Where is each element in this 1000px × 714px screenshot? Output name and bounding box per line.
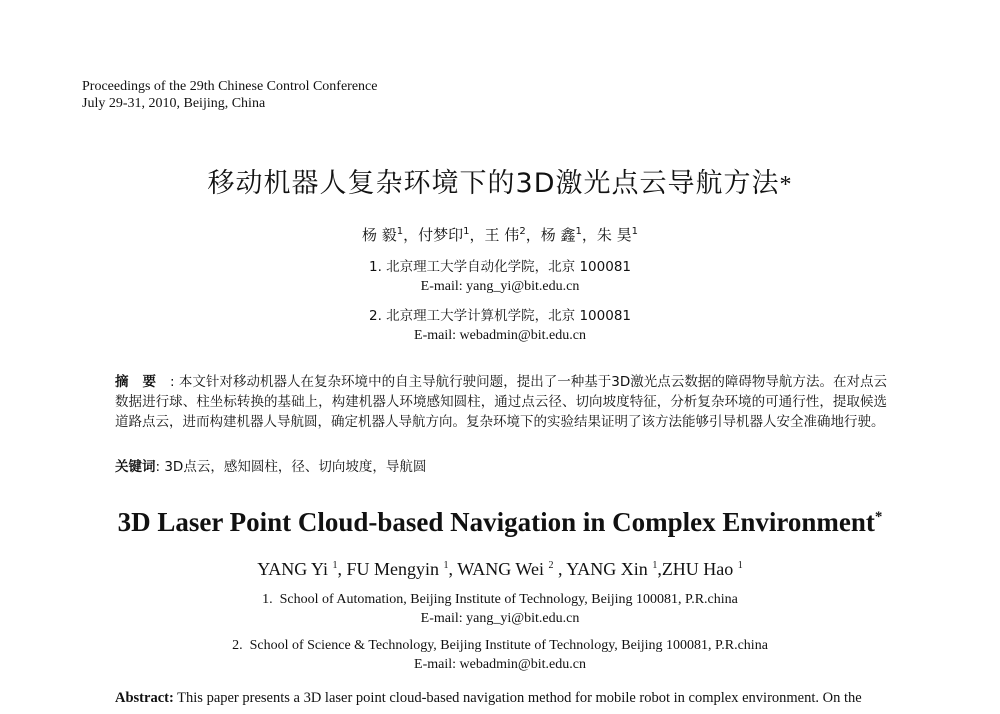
author-3-en bbox=[457, 559, 566, 579]
chinese-abstract-text: 本文针对移动机器人在复杂环境中的自主导航行驶问题，提出了一种基于3D激光点云数据的障碍物导航方法。在对点云数据进行球、柱坐标转换的基础上，构建机器人环境感知圆柱，通过点云径、切向坡度特征，分析复杂环境的可通行性，提取候选道路点云，进而构建机器人导航圆，确定机器人导航方向。复杂环境下的实验结果证明了该方法能够引导机器人安全准确地行驶。 bbox=[115, 374, 887, 430]
english-author-list bbox=[0, 557, 1000, 581]
author-separator: , bbox=[337, 559, 347, 579]
author-affiliation-number: 1 bbox=[443, 560, 449, 571]
proceedings-date-location: July 29-31, 2010, Beijing, China bbox=[82, 96, 266, 111]
author-name: 付梦印 bbox=[418, 226, 464, 244]
author-name: 王 伟 bbox=[484, 226, 520, 244]
author-4-en bbox=[566, 559, 662, 579]
chinese-affiliation-2 bbox=[0, 307, 1000, 345]
author-affiliation-number: 2 bbox=[519, 226, 526, 237]
affiliation-text: 2. School of Science & Technology, Beijing Institute of Technology, Beijing 100081, P.R.china bbox=[232, 638, 768, 653]
author-affiliation-number: 1 bbox=[631, 226, 639, 237]
chinese-keywords-text: : 3D点云，感知圆柱，径、切向坡度，导航圆 bbox=[155, 459, 427, 475]
author-affiliation-number: 1 bbox=[575, 226, 582, 237]
english-title-footnote-mark: * bbox=[874, 509, 883, 525]
author-separator: , bbox=[553, 559, 567, 579]
chinese-author-list bbox=[0, 225, 1000, 245]
author-affiliation-number: 1 bbox=[652, 560, 658, 571]
english-abstract-label: Abstract: bbox=[115, 690, 174, 706]
author-5-en bbox=[662, 559, 743, 579]
english-abstract-text: This paper presents a 3D laser point cloud-based navigation method for mobile robot in complex environment. On the bbox=[173, 690, 862, 706]
author-name: WANG Wei bbox=[457, 559, 549, 579]
author-3-cn bbox=[485, 226, 541, 244]
author-separator: ， bbox=[581, 226, 597, 244]
author-affiliation-number: 1 bbox=[396, 226, 404, 237]
author-name: YANG Xin bbox=[566, 559, 653, 579]
author-5-cn bbox=[597, 226, 638, 244]
author-4-cn bbox=[541, 226, 597, 244]
author-separator: , bbox=[657, 559, 662, 579]
chinese-abstract-colon: : bbox=[170, 374, 175, 390]
author-1-en bbox=[257, 559, 346, 579]
author-affiliation-number: 2 bbox=[548, 560, 554, 571]
author-name: ZHU Hao bbox=[661, 559, 738, 579]
author-name: FU Mengyin bbox=[346, 559, 444, 579]
proceedings-name: Proceedings of the 29th Chinese Control Conference bbox=[82, 79, 378, 94]
english-affiliation-2 bbox=[0, 636, 1000, 674]
author-name: YANG Yi bbox=[257, 559, 333, 579]
chinese-title-text: 移动机器人复杂环境下的3D激光点云导航方法 bbox=[207, 168, 780, 199]
author-name: 杨 毅 bbox=[361, 226, 397, 244]
chinese-keywords bbox=[115, 457, 426, 477]
author-separator: ， bbox=[469, 226, 485, 244]
author-separator: ， bbox=[525, 226, 541, 244]
chinese-abstract bbox=[115, 372, 887, 432]
affiliation-text: 2. 北京理工大学计算机学院，北京 100081 bbox=[369, 308, 631, 324]
english-title-text: 3D Laser Point Cloud-based Navigation in Complex Environment bbox=[117, 507, 875, 537]
english-abstract bbox=[115, 689, 887, 707]
author-affiliation-number: 1 bbox=[332, 560, 338, 571]
chinese-abstract-label: 摘要 bbox=[115, 374, 171, 390]
author-1-cn bbox=[362, 226, 418, 244]
english-title bbox=[0, 504, 1000, 540]
affiliation-email: E-mail: webadmin@bit.edu.cn bbox=[414, 657, 586, 672]
author-2-cn bbox=[418, 226, 484, 244]
affiliation-email: E-mail: yang_yi@bit.edu.cn bbox=[420, 279, 580, 294]
chinese-title-footnote-mark: * bbox=[779, 172, 793, 198]
author-name: 朱 昊 bbox=[596, 226, 632, 244]
affiliation-email: E-mail: webadmin@bit.edu.cn bbox=[414, 328, 586, 343]
english-affiliation-1 bbox=[0, 590, 1000, 628]
chinese-keywords-label: 关键词 bbox=[115, 459, 156, 475]
author-affiliation-number: 1 bbox=[463, 226, 470, 237]
author-2-en bbox=[347, 559, 458, 579]
author-affiliation-number: 1 bbox=[737, 560, 743, 571]
affiliation-text: 1. 北京理工大学自动化学院，北京 100081 bbox=[369, 259, 631, 275]
chinese-affiliation-1 bbox=[0, 258, 1000, 296]
author-name: 杨 鑫 bbox=[540, 226, 576, 244]
author-separator: ， bbox=[403, 226, 419, 244]
affiliation-email: E-mail: yang_yi@bit.edu.cn bbox=[420, 611, 580, 626]
chinese-title bbox=[0, 166, 1000, 203]
author-separator: , bbox=[448, 559, 458, 579]
proceedings-header bbox=[82, 78, 377, 112]
affiliation-text: 1. School of Automation, Beijing Institute of Technology, Beijing 100081, P.R.china bbox=[262, 592, 738, 607]
